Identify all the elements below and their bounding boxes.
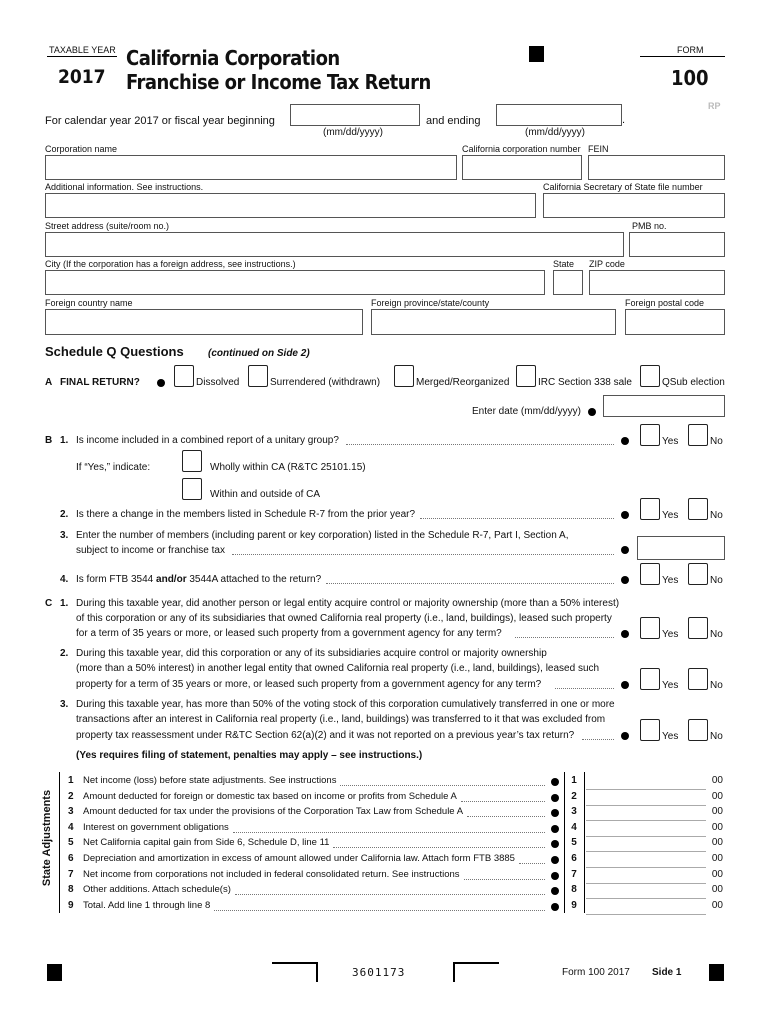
- b1-number: 1.: [60, 435, 69, 446]
- adjustment-amount-input[interactable]: [586, 837, 706, 852]
- adjustment-box-number: 2: [571, 791, 577, 802]
- adjustment-line: [0, 853, 770, 868]
- adjustment-line-text: Other additions. Attach schedule(s): [83, 884, 231, 895]
- adjustment-box-number: 6: [571, 853, 577, 864]
- irc-338-label: IRC Section 338 sale: [538, 377, 632, 388]
- adjustment-line: [0, 775, 770, 790]
- bullet-icon: [621, 546, 629, 554]
- adjustment-line-text: Amount deducted for foreign or domestic tax based on income or profits from Schedule A: [83, 791, 457, 802]
- tax-year: 2017: [58, 66, 106, 88]
- adjustment-line-text: Interest on government obligations: [83, 822, 229, 833]
- c1-text-line2: of this corporation or any of its subsidiaries that owned California real property (i.e., land, buildings), leased such property: [76, 613, 612, 624]
- adjustment-cents: 00: [711, 884, 723, 895]
- adjustment-amount-input[interactable]: [586, 869, 706, 884]
- bullet-icon: [551, 840, 559, 848]
- yes-requires-note: (Yes requires filing of statement, penalties may apply – see instructions.): [76, 750, 423, 761]
- c2-text-line2: (more than a 50% interest) in another legal entity that owned California real property (i.e., land, buildings), leased such: [76, 663, 600, 674]
- question-a-letter: A: [45, 377, 53, 388]
- foreign-province-label: Foreign province/state/county: [371, 298, 490, 308]
- adjustment-line: [0, 884, 770, 899]
- question-b-letter: B: [45, 435, 53, 446]
- final-return-label: FINAL RETURN?: [60, 377, 140, 388]
- adjustment-line: [0, 900, 770, 915]
- pmb-input[interactable]: [629, 232, 725, 257]
- adjustment-line-text: Net income from corporations not included in federal consolidated return. See instructions: [83, 869, 460, 880]
- leader-dots: [464, 879, 545, 880]
- c2-yes-checkbox[interactable]: [640, 668, 660, 690]
- adjustment-line-number: 9: [68, 900, 74, 911]
- c1-yes-label: Yes: [662, 629, 679, 640]
- foreign-country-label: Foreign country name: [45, 298, 133, 308]
- surrendered-label: Surrendered (withdrawn): [270, 377, 381, 388]
- bullet-icon: [551, 887, 559, 895]
- bullet-icon: [551, 794, 559, 802]
- adjustment-line: [0, 806, 770, 821]
- b4-text-post: 3544A attached to the return?: [189, 574, 322, 585]
- bullet-icon: [551, 825, 559, 833]
- b3-members-input[interactable]: [637, 536, 725, 560]
- adjustment-line-text: Net income (loss) before state adjustments. See instructions: [83, 775, 337, 786]
- adjustment-line-number: 2: [68, 791, 74, 802]
- period-label: For calendar year 2017 or fiscal year beginning: [45, 115, 275, 127]
- adjustment-box-number: 5: [571, 837, 577, 848]
- adjustment-amount-input[interactable]: [586, 822, 706, 837]
- foreign-postal-label: Foreign postal code: [625, 298, 705, 308]
- leader-dots: [233, 832, 545, 833]
- adjustment-box-number: 3: [571, 806, 577, 817]
- adjustment-cents: 00: [711, 853, 723, 864]
- state-adjustments-side-label: State Adjustments: [41, 789, 53, 887]
- b4-number: 4.: [60, 574, 69, 585]
- b1-yes-checkbox[interactable]: [640, 424, 660, 446]
- bullet-icon: [551, 856, 559, 864]
- b1-no-label: No: [710, 436, 723, 447]
- footer-side: Side 1: [652, 967, 682, 978]
- corner-mark-right: [453, 962, 499, 982]
- fein-input[interactable]: [588, 155, 725, 180]
- street-input[interactable]: [45, 232, 624, 257]
- c2-no-checkbox[interactable]: [688, 668, 708, 690]
- adjustment-cents: 00: [711, 900, 723, 911]
- leader-dots: [214, 910, 545, 911]
- adjustment-line-number: 4: [68, 822, 74, 833]
- foreign-province-input[interactable]: [371, 309, 616, 335]
- schedule-q-title: Schedule Q Questions: [45, 344, 184, 359]
- irc-338-checkbox[interactable]: [516, 365, 536, 387]
- b3-text-line2: subject to income or franchise tax: [76, 545, 225, 556]
- corner-mark-left: [272, 962, 318, 982]
- b2-no-checkbox[interactable]: [688, 498, 708, 520]
- form-label: FORM: [677, 45, 704, 55]
- leader-dots: [340, 785, 545, 786]
- footer-form-year: Form 100 2017: [562, 967, 630, 978]
- adjustment-cents: 00: [711, 806, 723, 817]
- adjustment-line: [0, 869, 770, 884]
- corp-name-label: Corporation name: [45, 144, 118, 154]
- adjustment-box-number: 9: [571, 900, 577, 911]
- adjustment-cents: 00: [711, 775, 723, 786]
- registration-mark-bottom-right: [709, 964, 724, 981]
- b4-no-label: No: [710, 575, 723, 586]
- sos-file-number-label: California Secretary of State file number: [543, 182, 703, 192]
- adjustment-line-number: 7: [68, 869, 74, 880]
- bullet-icon: [551, 778, 559, 786]
- adjustment-amount-input[interactable]: [586, 884, 706, 899]
- b4-no-checkbox[interactable]: [688, 563, 708, 585]
- c2-yes-label: Yes: [662, 680, 679, 691]
- adjustment-line-number: 3: [68, 806, 74, 817]
- final-return-date-input[interactable]: [603, 395, 725, 417]
- bullet-icon: [621, 576, 629, 584]
- question-c-letter: C: [45, 598, 53, 609]
- adjustment-box-number: 4: [571, 822, 577, 833]
- bullet-icon: [157, 379, 165, 387]
- leader-dots: [582, 739, 614, 740]
- schedule-q-continued: (continued on Side 2): [208, 348, 310, 359]
- surrendered-checkbox[interactable]: [248, 365, 268, 387]
- bullet-icon: [621, 630, 629, 638]
- b1-no-checkbox[interactable]: [688, 424, 708, 446]
- c3-yes-checkbox[interactable]: [640, 719, 660, 741]
- adjustment-box-number: 1: [571, 775, 577, 786]
- enter-date-label: Enter date (mm/dd/yyyy): [472, 406, 581, 417]
- adjustment-line-text: Depreciation and amortization in excess of amount allowed under California law. Attach form FTB 3885: [83, 853, 515, 864]
- form-title-line2: Franchise or Income Tax Return: [126, 70, 431, 94]
- form-rule: [640, 56, 725, 57]
- period-begin-format: (mm/dd/yyyy): [323, 127, 383, 138]
- registration-mark-top: [529, 46, 544, 62]
- adjustment-cents: 00: [711, 837, 723, 848]
- adjustment-line: [0, 822, 770, 837]
- leader-dots: [555, 688, 614, 689]
- adjustment-amount-input[interactable]: [586, 775, 706, 790]
- adjustment-line-text: Amount deducted for tax under the provisions of the Corporation Tax Law from Schedule A: [83, 806, 464, 817]
- pmb-label: PMB no.: [632, 221, 667, 231]
- period-ending-label: and ending: [426, 115, 481, 127]
- if-yes-label: If “Yes,” indicate:: [76, 462, 151, 473]
- form-number: 100: [671, 66, 709, 90]
- adjustment-box-number: 7: [571, 869, 577, 880]
- b4-text-bold: and/or: [156, 574, 187, 585]
- zip-input[interactable]: [589, 270, 725, 295]
- merged-checkbox[interactable]: [394, 365, 414, 387]
- leader-dots: [346, 444, 614, 445]
- fein-label: FEIN: [588, 144, 609, 154]
- adjustment-cents: 00: [711, 869, 723, 880]
- rp-mark: RP: [708, 101, 721, 111]
- foreign-country-input[interactable]: [45, 309, 363, 335]
- c3-text-line3: property tax reassessment under R&TC Section 62(a)(2) and it was not reported on a previous year’s tax return?: [76, 730, 575, 741]
- b1-yes-label: Yes: [662, 436, 679, 447]
- period-end-dot: .: [622, 114, 626, 126]
- b2-yes-label: Yes: [662, 510, 679, 521]
- c3-no-label: No: [710, 731, 723, 742]
- leader-dots: [326, 583, 614, 584]
- leader-dots: [519, 863, 545, 864]
- foreign-postal-input[interactable]: [625, 309, 725, 335]
- adjustment-line-number: 1: [68, 775, 74, 786]
- leader-dots: [232, 554, 614, 555]
- leader-dots: [235, 894, 545, 895]
- b3-number: 3.: [60, 530, 69, 541]
- period-end-input[interactable]: [496, 104, 622, 126]
- qsub-checkbox[interactable]: [640, 365, 660, 387]
- b4-yes-label: Yes: [662, 575, 679, 586]
- state-input[interactable]: [553, 270, 583, 295]
- c2-text-line1: During this taxable year, did this corporation or any of its subsidiaries acquire control or majority ownership: [76, 648, 547, 659]
- bullet-icon: [588, 408, 596, 416]
- sos-file-number-input[interactable]: [543, 193, 725, 218]
- leader-dots: [333, 847, 545, 848]
- merged-label: Merged/Reorganized: [416, 377, 510, 388]
- city-label: City (If the corporation has a foreign address, see instructions.): [45, 259, 296, 269]
- c1-no-checkbox[interactable]: [688, 617, 708, 639]
- form-title-line1: California Corporation: [126, 46, 340, 70]
- leader-dots: [420, 518, 614, 519]
- adjustment-amount-input[interactable]: [586, 853, 706, 868]
- b1-text: Is income included in a combined report of a unitary group?: [76, 435, 339, 446]
- c3-yes-label: Yes: [662, 731, 679, 742]
- adjustment-box-number: 8: [571, 884, 577, 895]
- ca-corp-number-label: California corporation number: [462, 144, 581, 154]
- within-outside-ca-checkbox[interactable]: [182, 478, 202, 500]
- adjustment-amount-input[interactable]: [586, 806, 706, 821]
- bullet-icon: [621, 511, 629, 519]
- adjustment-line: [0, 837, 770, 852]
- qsub-label: QSub election: [662, 377, 725, 388]
- c1-no-label: No: [710, 629, 723, 640]
- bullet-icon: [551, 903, 559, 911]
- b4-text-pre: Is form FTB 3544: [76, 574, 154, 585]
- c2-no-label: No: [710, 680, 723, 691]
- c3-number: 3.: [60, 699, 69, 710]
- b2-number: 2.: [60, 509, 69, 520]
- leader-dots: [461, 801, 545, 802]
- bullet-icon: [621, 732, 629, 740]
- corp-name-input[interactable]: [45, 155, 457, 180]
- c1-number: 1.: [60, 598, 69, 609]
- period-begin-input[interactable]: [290, 104, 420, 126]
- b4-text: [76, 574, 321, 585]
- adjustment-amount-input[interactable]: [586, 791, 706, 806]
- additional-info-input[interactable]: [45, 193, 536, 218]
- c3-text-line2: transactions after an interest in California real property (i.e., land, buildings) was transferred to it that was excluded from: [76, 714, 606, 725]
- registration-mark-bottom-left: [47, 964, 62, 981]
- bullet-icon: [551, 872, 559, 880]
- adjustment-cents: 00: [711, 822, 723, 833]
- dissolved-label: Dissolved: [196, 377, 240, 388]
- dissolved-checkbox[interactable]: [174, 365, 194, 387]
- adjustment-cents: 00: [711, 791, 723, 802]
- adjustment-line: [0, 791, 770, 806]
- leader-dots: [467, 816, 545, 817]
- ca-corp-number-input[interactable]: [462, 155, 582, 180]
- leader-dots: [515, 637, 614, 638]
- zip-label: ZIP code: [589, 259, 625, 269]
- c3-text-line1: During this taxable year, has more than 50% of the voting stock of this corporation cumulatively transferred in one or more: [76, 699, 615, 710]
- c2-text-line3: property for a term of 35 years or more, or leased such property from a government agency for any term?: [76, 679, 542, 690]
- adjustment-line-number: 6: [68, 853, 74, 864]
- c1-text-line3: for a term of 35 years or more, or leased such property from a government agency for any term?: [76, 628, 502, 639]
- c2-number: 2.: [60, 648, 69, 659]
- street-label: Street address (suite/room no.): [45, 221, 170, 231]
- wholly-within-ca-checkbox[interactable]: [182, 450, 202, 472]
- city-input[interactable]: [45, 270, 545, 295]
- b4-yes-checkbox[interactable]: [640, 563, 660, 585]
- bullet-icon: [621, 681, 629, 689]
- b2-text: Is there a change in the members listed in Schedule R-7 from the prior year?: [76, 509, 416, 520]
- c1-text-line1: During this taxable year, did another person or legal entity acquire control or majority ownership (more than a 50% interest): [76, 598, 620, 609]
- c1-yes-checkbox[interactable]: [640, 617, 660, 639]
- b3-text-line1: Enter the number of members (including parent or key corporation) listed in the Schedule R-7, Part I, Section A,: [76, 530, 569, 541]
- adjustment-line-text: Net California capital gain from Side 6, Schedule D, line 11: [83, 837, 330, 848]
- b2-yes-checkbox[interactable]: [640, 498, 660, 520]
- additional-info-label: Additional information. See instructions.: [45, 182, 204, 192]
- barcode-number: 3601173: [352, 966, 406, 979]
- period-end-format: (mm/dd/yyyy): [525, 127, 585, 138]
- adjustment-line-text: Total. Add line 1 through line 8: [83, 900, 211, 911]
- bullet-icon: [551, 809, 559, 817]
- b2-no-label: No: [710, 510, 723, 521]
- c3-no-checkbox[interactable]: [688, 719, 708, 741]
- taxable-year-label: TAXABLE YEAR: [49, 45, 116, 55]
- adjustment-line-number: 5: [68, 837, 74, 848]
- year-rule: [47, 56, 117, 57]
- state-label: State: [553, 259, 575, 269]
- adjustment-amount-input[interactable]: [586, 900, 706, 915]
- within-outside-ca-label: Within and outside of CA: [210, 489, 321, 500]
- wholly-within-ca-label: Wholly within CA (R&TC 25101.15): [210, 462, 366, 473]
- bullet-icon: [621, 437, 629, 445]
- adjustment-line-number: 8: [68, 884, 74, 895]
